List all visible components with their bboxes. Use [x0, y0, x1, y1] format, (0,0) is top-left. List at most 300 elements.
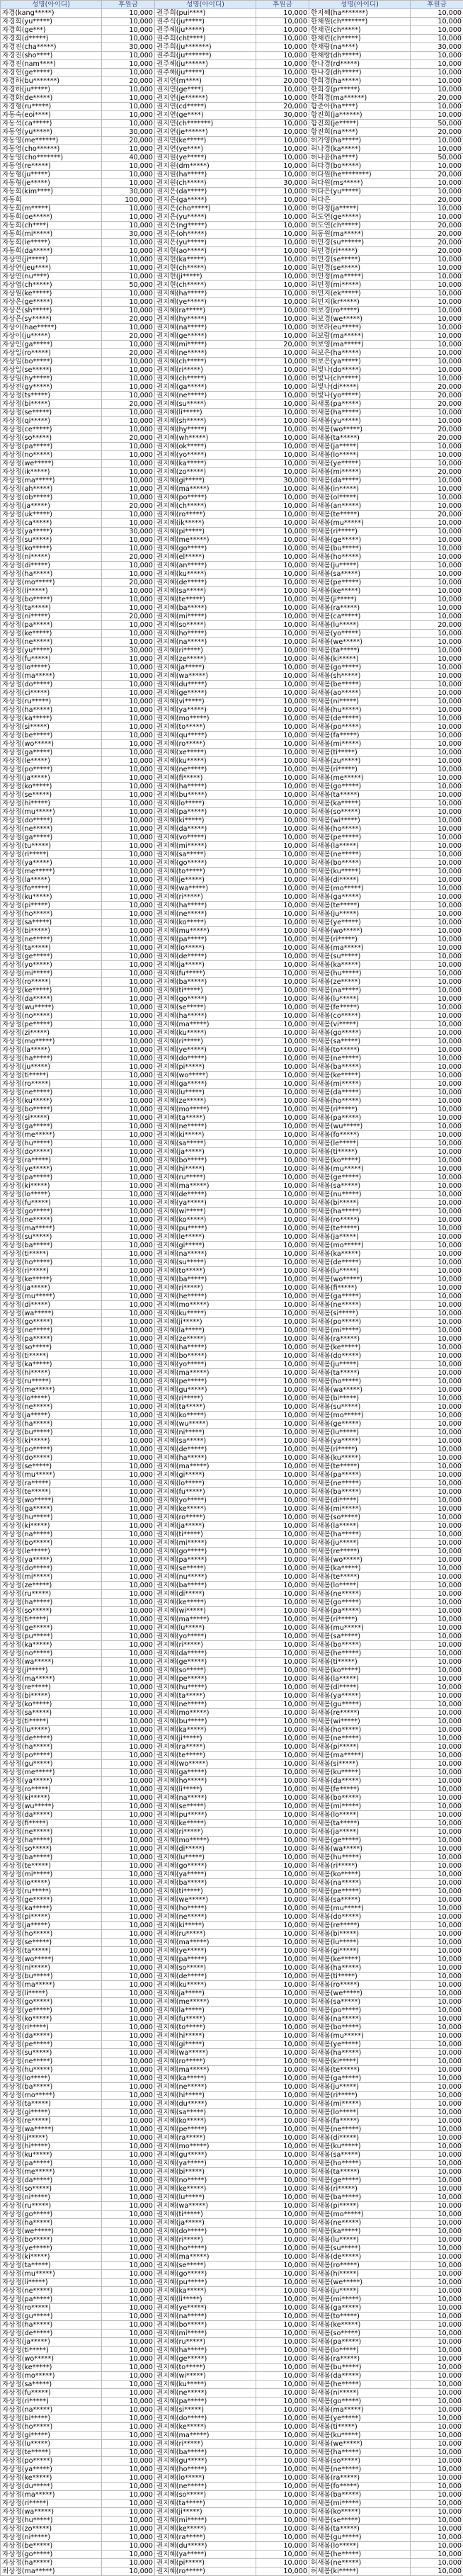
- donation-amount-cell: 10,000: [102, 1760, 155, 1769]
- donor-name-cell: 권지혜(ja*****): [155, 2219, 256, 2228]
- donation-amount-cell: 10,000: [102, 995, 155, 1004]
- table-row: [1, 1250, 463, 1259]
- donor-name-cell: 자상정(hi*****): [1, 2143, 102, 2151]
- donor-name-cell: 권지혜(ja*****): [155, 961, 256, 970]
- donor-name-cell: 허새봄(ju*****): [309, 1539, 411, 1548]
- donation-amount-cell: 10,000: [102, 69, 155, 77]
- donation-amount-cell: 10,000: [411, 1998, 463, 2007]
- donation-amount-cell: 10,000: [411, 1590, 463, 1599]
- donor-name-cell: 자상정(fi*****): [1, 1820, 102, 1828]
- donor-name-cell: 허새봄(he*****): [309, 2381, 411, 2389]
- donation-amount-cell: 10,000: [256, 970, 309, 978]
- table-row: [1, 1692, 463, 1701]
- donation-amount-cell: 10,000: [256, 2262, 309, 2270]
- donation-amount-cell: 50,000: [102, 281, 155, 290]
- donation-amount-cell: 10,000: [102, 94, 155, 103]
- donor-name-cell: 허새봄(su*****): [309, 2245, 411, 2253]
- donation-amount-cell: 10,000: [411, 290, 463, 298]
- donation-amount-cell: 10,000: [256, 545, 309, 553]
- donation-amount-cell: 10,000: [411, 18, 463, 26]
- donation-amount-cell: 10,000: [411, 2202, 463, 2211]
- donor-name-cell: 권지혜(ma*****): [155, 1939, 256, 1947]
- donor-name-cell: 자상정(ye*****): [1, 1165, 102, 1174]
- donation-amount-cell: 10,000: [102, 1080, 155, 1089]
- donation-amount-cell: 10,000: [256, 383, 309, 392]
- donation-amount-cell: 10,000: [411, 2032, 463, 2041]
- donor-name-cell: 권지혜(se*****): [155, 1004, 256, 1012]
- donation-amount-cell: 10,000: [411, 1658, 463, 1667]
- donation-amount-cell: 10,000: [411, 1361, 463, 1369]
- donation-amount-cell: 10,000: [102, 1361, 155, 1369]
- donation-amount-cell: 10,000: [411, 2075, 463, 2083]
- donor-name-cell: 허새봄(to*****): [309, 2313, 411, 2321]
- donation-amount-cell: 20,000: [411, 468, 463, 477]
- donation-amount-cell: 10,000: [411, 1743, 463, 1752]
- donation-amount-cell: 10,000: [411, 596, 463, 604]
- donor-name-cell: 허새봄(ki*****): [309, 655, 411, 664]
- donor-name-cell: 자상정(li*****): [1, 587, 102, 596]
- table-row: [1, 298, 463, 307]
- donation-amount-cell: 10,000: [411, 409, 463, 417]
- donor-name-cell: 자경(kang*****): [1, 9, 102, 18]
- donor-name-cell: 허새봄(ko*****): [309, 1157, 411, 1165]
- donor-name-cell: 허새봄(mo*****): [309, 1412, 411, 1420]
- donation-amount-cell: 10,000: [256, 1199, 309, 1208]
- donor-name-cell: 권지혜(el*****): [155, 553, 256, 562]
- donor-name-cell: 자상정(hu*****): [1, 1140, 102, 1148]
- table-row: [1, 893, 463, 902]
- donor-name-cell: 자상정(ku*****): [1, 2151, 102, 2160]
- donation-amount-cell: 20,000: [411, 94, 463, 103]
- donor-name-cell: 권지혜(ro*****): [155, 2058, 256, 2066]
- donor-name-cell: 자상정(bu*****): [1, 1973, 102, 1981]
- donor-name-cell: 권지혜(ra*****): [155, 2134, 256, 2143]
- donor-name-cell: 권지혜(su*****): [155, 1259, 256, 1267]
- donor-name-cell: 허새봄(mi*****): [309, 1505, 411, 1514]
- donor-name-cell: 허새봄(wi*****): [309, 1718, 411, 1726]
- donor-name-cell: 권지혜(to*****): [155, 2024, 256, 2032]
- donation-amount-cell: 10,000: [411, 2100, 463, 2109]
- donation-amount-cell: 10,000: [102, 1531, 155, 1539]
- donor-name-cell: 허새봄(ka*****): [309, 800, 411, 808]
- donation-amount-cell: 10,000: [102, 1471, 155, 1480]
- donor-name-cell: 허새봄(mu*****): [309, 519, 411, 528]
- donation-amount-cell: 20,000: [411, 621, 463, 630]
- donor-name-cell: 자상일(se*****): [1, 366, 102, 375]
- donation-amount-cell: 10,000: [411, 1403, 463, 1412]
- table-row: [1, 2355, 463, 2364]
- table-row: [1, 1089, 463, 1097]
- donor-name-cell: 자상정(ha*****): [1, 1599, 102, 1607]
- donor-name-cell: 허새봄(ke*****): [309, 1956, 411, 1964]
- donation-amount-cell: 10,000: [256, 621, 309, 630]
- donation-amount-cell: 10,000: [102, 1548, 155, 1556]
- table-row: [1, 1522, 463, 1531]
- donation-amount-cell: 10,000: [411, 69, 463, 77]
- donor-name-cell: 권지혜(ra*****): [155, 307, 256, 315]
- table-row: [1, 2058, 463, 2066]
- donation-amount-cell: 10,000: [256, 1930, 309, 1939]
- donation-amount-cell: 10,000: [411, 723, 463, 732]
- donation-amount-cell: 10,000: [411, 2381, 463, 2389]
- table-row: [1, 205, 463, 213]
- donation-amount-cell: 10,000: [256, 1633, 309, 1641]
- donor-name-cell: 자상정(ze*****): [1, 1582, 102, 1590]
- donor-name-cell: 자상정(hi*****): [1, 1369, 102, 1378]
- table-row: [1, 239, 463, 247]
- donation-amount-cell: 10,000: [411, 2041, 463, 2049]
- table-row: [1, 2202, 463, 2211]
- donor-name-cell: 자동영(cho*******): [1, 154, 102, 162]
- donor-name-cell: 허새봄(ra*****): [309, 2355, 411, 2364]
- donor-name-cell: 권지혜(ri*****): [155, 2440, 256, 2449]
- donation-amount-cell: 10,000: [102, 1607, 155, 1616]
- donation-amount-cell: 10,000: [411, 1709, 463, 1718]
- donation-amount-cell: 10,000: [102, 2287, 155, 2296]
- donor-name-cell: 권지혜(fu*****): [155, 1488, 256, 1497]
- donor-name-cell: 허새봄(ha*****): [309, 1531, 411, 1539]
- donation-amount-cell: 10,000: [102, 1888, 155, 1896]
- donor-name-cell: 권지혜(ne*****): [155, 1123, 256, 1131]
- table-row: [1, 1106, 463, 1114]
- donation-amount-cell: 10,000: [256, 1021, 309, 1029]
- donor-name-cell: 허새봄(ho*****): [309, 1726, 411, 1735]
- donor-name-cell: 자상정(ri*****): [1, 2024, 102, 2032]
- donation-amount-cell: 10,000: [102, 2559, 155, 2568]
- donation-amount-cell: 10,000: [102, 2270, 155, 2279]
- donor-name-cell: 권지혜(ma*****): [155, 1369, 256, 1378]
- donor-name-cell: 허새봄(ne*****): [309, 1590, 411, 1599]
- donor-name-cell: 권지혜(ki*****): [155, 1922, 256, 1930]
- donation-amount-cell: 10,000: [411, 715, 463, 723]
- table-row: [1, 247, 463, 256]
- donation-amount-cell: 10,000: [102, 825, 155, 834]
- donor-name-cell: 권지혜(ta*****): [155, 2500, 256, 2508]
- donation-amount-cell: 10,000: [102, 1505, 155, 1514]
- donor-name-cell: 권지혜(du*****): [155, 2542, 256, 2551]
- table-row: [1, 1344, 463, 1352]
- table-row: [1, 2347, 463, 2355]
- donation-amount-cell: 20,000: [102, 315, 155, 324]
- donor-name-cell: 권지혜(ma*****): [155, 2432, 256, 2440]
- donation-amount-cell: 10,000: [256, 757, 309, 766]
- donation-amount-cell: 10,000: [411, 485, 463, 494]
- donation-amount-cell: 10,000: [256, 1939, 309, 1947]
- donor-name-cell: 권지혜(ti*****): [155, 1531, 256, 1539]
- donation-amount-cell: 10,000: [256, 1327, 309, 1335]
- donation-amount-cell: 10,000: [411, 1990, 463, 1998]
- donation-amount-cell: 10,000: [102, 2449, 155, 2457]
- donation-amount-cell: 10,000: [411, 145, 463, 154]
- donor-name-cell: 권지혜(ko*****): [155, 1412, 256, 1420]
- donation-amount-cell: 10,000: [102, 1446, 155, 1454]
- donor-name-cell: 허새봄(ge*****): [309, 1837, 411, 1845]
- donor-name-cell: 자상정(wa*****): [1, 2126, 102, 2134]
- donor-name-cell: 자상정(mo*****): [1, 2092, 102, 2100]
- donation-amount-cell: 30,000: [256, 477, 309, 485]
- donor-name-cell: 권지혜(wi*****): [155, 2372, 256, 2381]
- table-row: [1, 60, 463, 69]
- donation-amount-cell: 10,000: [411, 307, 463, 315]
- donor-name-cell: 허새봄(ne*****): [309, 1480, 411, 1488]
- table-row: [1, 885, 463, 893]
- donation-amount-cell: 10,000: [102, 2185, 155, 2194]
- donation-amount-cell: 10,000: [256, 1854, 309, 1862]
- donor-name-cell: 자상정(ko*****): [1, 1701, 102, 1709]
- table-row: [1, 2177, 463, 2185]
- donor-name-cell: 허새봄(ge*****): [309, 536, 411, 545]
- donation-amount-cell: 10,000: [411, 2406, 463, 2415]
- table-row: [1, 1114, 463, 1123]
- donor-name-cell: 허새봄(in*****): [309, 485, 411, 494]
- donor-name-cell: 권지혜(na*****): [155, 324, 256, 332]
- donor-name-cell: 권지혜(ma*****): [155, 1182, 256, 1191]
- donation-amount-cell: 10,000: [256, 1522, 309, 1531]
- donor-name-cell: 허빛나(yo*****): [309, 392, 411, 400]
- donation-amount-cell: 10,000: [102, 689, 155, 698]
- donor-name-cell: 권지혜(ri*****): [155, 1038, 256, 1046]
- donation-amount-cell: 10,000: [411, 1548, 463, 1556]
- donor-name-cell: 자상정(wo*****): [1, 1956, 102, 1964]
- donation-amount-cell: 10,000: [411, 1896, 463, 1905]
- donation-amount-cell: 20,000: [256, 341, 309, 349]
- donation-amount-cell: 10,000: [256, 698, 309, 706]
- donation-amount-cell: 10,000: [411, 137, 463, 145]
- donor-name-cell: 허새봄(so*****): [309, 2457, 411, 2466]
- donation-amount-cell: 10,000: [102, 927, 155, 936]
- donor-name-cell: 권주해(ju*****): [155, 69, 256, 77]
- donor-name-cell: 자상정(ti*****): [1, 1250, 102, 1259]
- donation-amount-cell: 10,000: [102, 2508, 155, 2517]
- header-amount-2: 후원금: [256, 1, 309, 9]
- donor-name-cell: 자상정(ma*****): [1, 672, 102, 681]
- donation-amount-cell: 10,000: [102, 1378, 155, 1386]
- table-row: [1, 1973, 463, 1981]
- donation-amount-cell: 10,000: [256, 1913, 309, 1922]
- donation-amount-cell: 10,000: [256, 1922, 309, 1930]
- donation-amount-cell: 10,000: [256, 2245, 309, 2253]
- donation-amount-cell: 10,000: [411, 2483, 463, 2491]
- donor-name-cell: 권지혜(da*****): [155, 1650, 256, 1658]
- donation-amount-cell: 10,000: [102, 961, 155, 970]
- table-row: [1, 111, 463, 120]
- donation-amount-cell: 10,000: [102, 604, 155, 613]
- donor-name-cell: 권지혜(ka*****): [155, 1726, 256, 1735]
- donor-name-cell: 허새봄(ho*****): [309, 1097, 411, 1106]
- donor-name-cell: 허새봄(lo*****): [309, 2542, 411, 2551]
- donor-name-cell: 권지혜(ra*****): [155, 2534, 256, 2542]
- donation-amount-cell: 10,000: [256, 2270, 309, 2279]
- donation-amount-cell: 10,000: [411, 2194, 463, 2202]
- donor-name-cell: 허새봄(vi*****): [309, 1021, 411, 1029]
- header-name-1: 성명(아이디): [1, 1, 102, 9]
- donation-amount-cell: 10,000: [256, 859, 309, 868]
- donor-name-cell: 권지혜(ma*****): [155, 1463, 256, 1471]
- donor-name-cell: 권지현(ch*****): [155, 281, 256, 290]
- donation-amount-cell: 10,000: [256, 791, 309, 800]
- donation-amount-cell: 10,000: [102, 358, 155, 366]
- donor-name-cell: 권지혜(ch*****): [155, 358, 256, 366]
- table-row: [1, 1556, 463, 1565]
- donor-name-cell: 자상정(ri*****): [1, 1267, 102, 1276]
- donation-amount-cell: 10,000: [102, 1284, 155, 1293]
- donation-amount-cell: 10,000: [411, 1276, 463, 1284]
- donor-name-cell: 자동형(je*****): [1, 179, 102, 188]
- donor-name-cell: 권지혜(sh*****): [155, 417, 256, 426]
- donation-amount-cell: 10,000: [411, 1437, 463, 1446]
- donation-amount-cell: 10,000: [256, 2279, 309, 2287]
- donor-name-cell: 허새봄(ol*****): [309, 494, 411, 502]
- donation-amount-cell: 10,000: [256, 1437, 309, 1446]
- donation-amount-cell: 10,000: [102, 1726, 155, 1735]
- table-row: [1, 1021, 463, 1029]
- donor-name-cell: 권지혜(ri*****): [155, 1828, 256, 1837]
- donation-amount-cell: 10,000: [256, 1973, 309, 1981]
- table-row: [1, 2049, 463, 2058]
- donation-amount-cell: 10,000: [256, 1531, 309, 1539]
- donor-name-cell: 허새봄(fo*****): [309, 2483, 411, 2491]
- table-row: [1, 2449, 463, 2457]
- donor-name-cell: 자상정(de*****): [1, 1735, 102, 1743]
- donation-amount-cell: 10,000: [102, 885, 155, 893]
- donation-amount-cell: 10,000: [256, 689, 309, 698]
- donor-name-cell: 허새봄(la*****): [309, 842, 411, 851]
- donation-amount-cell: 10,000: [102, 1344, 155, 1352]
- donor-name-cell: 자상정(ro*****): [1, 978, 102, 987]
- donor-name-cell: 권지혜(fu*****): [155, 970, 256, 978]
- donor-name-cell: 허새봄(le*****): [309, 1140, 411, 1148]
- donor-name-cell: 허새봄(ti*****): [309, 1148, 411, 1157]
- table-row: [1, 1726, 463, 1735]
- donor-name-cell: 한채린(ch*****): [309, 26, 411, 35]
- donation-amount-cell: 10,000: [411, 2568, 463, 2576]
- donor-name-cell: 권지혜(ya*****): [155, 1871, 256, 1879]
- donation-amount-cell: 10,000: [256, 528, 309, 536]
- donor-name-cell: 허새봄(te*****): [309, 511, 411, 519]
- donor-name-cell: 한채랑(na****): [309, 43, 411, 52]
- donor-name-cell: 자경하(ju*****): [1, 86, 102, 94]
- donor-name-cell: 자상정(su*****): [1, 2049, 102, 2058]
- donation-amount-cell: 10,000: [256, 2432, 309, 2440]
- donor-name-cell: 허민경(su******): [309, 239, 411, 247]
- donor-name-cell: 자상정(fu*****): [1, 655, 102, 664]
- table-row: [1, 1718, 463, 1726]
- donor-name-cell: 권지혜(ye*****): [155, 1046, 256, 1055]
- donor-name-cell: 허새봄(ga*****): [309, 2304, 411, 2313]
- donor-name-cell: 허도연(ch*****): [309, 222, 411, 230]
- donor-name-cell: 권지혜(ba*****): [155, 1582, 256, 1590]
- donor-name-cell: 자상정(hi*****): [1, 800, 102, 808]
- donor-name-cell: 허새봄(co*****): [309, 1012, 411, 1021]
- donation-amount-cell: 10,000: [256, 570, 309, 579]
- donor-name-cell: 권지혜(di*****): [155, 1590, 256, 1599]
- donor-name-cell: 자상정(na*****): [1, 2406, 102, 2415]
- donation-amount-cell: 10,000: [256, 247, 309, 256]
- donor-name-cell: 자상정(ik*****): [1, 468, 102, 477]
- donor-name-cell: 허새봄(ro*****): [309, 1216, 411, 1225]
- donation-amount-cell: 10,000: [102, 1743, 155, 1752]
- donation-amount-cell: 10,000: [411, 1726, 463, 1735]
- donation-amount-cell: 10,000: [256, 485, 309, 494]
- donation-amount-cell: 10,000: [256, 349, 309, 358]
- donation-amount-cell: 10,000: [256, 1548, 309, 1556]
- donation-amount-cell: 10,000: [102, 1021, 155, 1029]
- donor-name-cell: 자상정(bo*****): [1, 596, 102, 604]
- table-row: [1, 9, 463, 18]
- donation-amount-cell: 10,000: [102, 1216, 155, 1225]
- donation-amount-cell: 10,000: [256, 366, 309, 375]
- donor-name-cell: 권지혜(ba*****): [155, 1276, 256, 1284]
- donation-amount-cell: 10,000: [102, 239, 155, 247]
- donation-amount-cell: 10,000: [102, 1590, 155, 1599]
- donation-amount-cell: 10,000: [411, 2389, 463, 2398]
- donation-amount-cell: 10,000: [411, 1471, 463, 1480]
- donor-name-cell: 허새봄(ni*****): [309, 698, 411, 706]
- donation-amount-cell: 10,000: [102, 2389, 155, 2398]
- table-row: [1, 1803, 463, 1811]
- donor-name-cell: 권지혜(go*****): [155, 1548, 256, 1556]
- table-row: [1, 1318, 463, 1327]
- table-row: [1, 613, 463, 621]
- table-row: [1, 1701, 463, 1709]
- donation-amount-cell: 10,000: [411, 1454, 463, 1463]
- table-row: [1, 1633, 463, 1641]
- donor-name-cell: 자상정(ru*****): [1, 1378, 102, 1386]
- donation-amount-cell: 10,000: [411, 2024, 463, 2032]
- donation-amount-cell: 10,000: [256, 128, 309, 137]
- donation-amount-cell: 10,000: [256, 137, 309, 145]
- donor-name-cell: 자상정(mo*****): [1, 579, 102, 587]
- donor-name-cell: 자상정(me*****): [1, 1386, 102, 1395]
- donation-amount-cell: 10,000: [102, 2007, 155, 2015]
- donation-amount-cell: 10,000: [102, 1998, 155, 2007]
- donor-name-cell: 허새봄(wu*****): [309, 1123, 411, 1131]
- donation-amount-cell: 10,000: [256, 1216, 309, 1225]
- donation-amount-cell: 10,000: [102, 1004, 155, 1012]
- donor-name-cell: 권지혜(ka*****): [155, 2075, 256, 2083]
- donor-name-cell: 한채랑(dh*****): [309, 52, 411, 60]
- donation-amount-cell: 10,000: [102, 638, 155, 647]
- donation-amount-cell: 10,000: [411, 1301, 463, 1310]
- table-row: [1, 1395, 463, 1403]
- donor-name-cell: 자상정(se*****): [1, 1939, 102, 1947]
- donation-amount-cell: 10,000: [256, 1896, 309, 1905]
- donor-name-cell: 권지혜(pe*****): [155, 2126, 256, 2134]
- table-row: [1, 2075, 463, 2083]
- donor-name-cell: 자상정(me*****): [1, 1769, 102, 1777]
- donation-amount-cell: 10,000: [411, 2134, 463, 2143]
- table-row: [1, 1361, 463, 1369]
- donation-amount-cell: 10,000: [102, 1386, 155, 1395]
- donor-name-cell: 자상정(ko*****): [1, 545, 102, 553]
- table-row: [1, 324, 463, 332]
- donor-name-cell: 자상정(so*****): [1, 1344, 102, 1352]
- donation-amount-cell: 10,000: [411, 2185, 463, 2194]
- donation-amount-cell: 10,000: [411, 1871, 463, 1879]
- donation-amount-cell: 10,000: [256, 579, 309, 587]
- donor-name-cell: 자상정(po*****): [1, 766, 102, 774]
- donor-name-cell: 권지혜(li*****): [155, 409, 256, 417]
- donor-name-cell: 권지혜(ba*****): [155, 1879, 256, 1888]
- donor-name-cell: 자상정(da*****): [1, 1811, 102, 1820]
- donation-amount-cell: 10,000: [411, 1463, 463, 1471]
- donation-amount-cell: 10,000: [102, 26, 155, 35]
- donation-amount-cell: 10,000: [102, 2160, 155, 2168]
- donation-amount-cell: 10,000: [411, 2160, 463, 2168]
- donor-name-cell: 자상정(na*****): [1, 1531, 102, 1539]
- donation-amount-cell: 10,000: [256, 1335, 309, 1344]
- donation-amount-cell: 10,000: [102, 2041, 155, 2049]
